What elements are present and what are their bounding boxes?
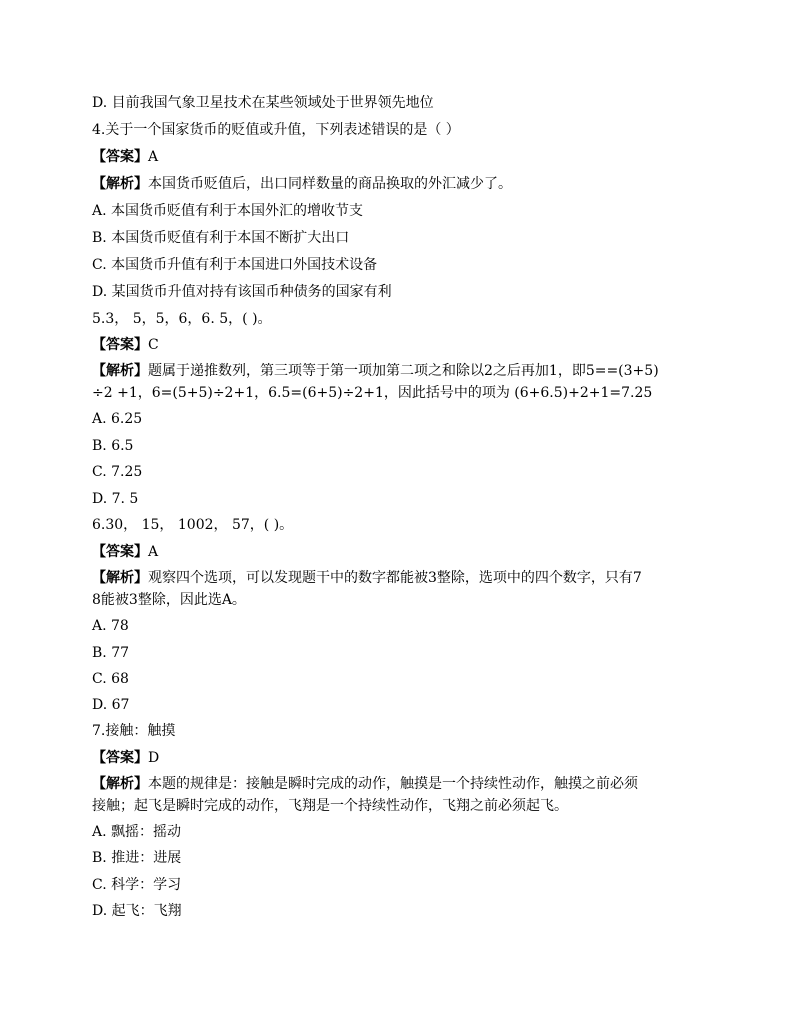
- q6-explanation: [92, 569, 642, 587]
- answer-value: A: [148, 149, 159, 165]
- q7-option-a: A. 飘摇：摇动: [92, 824, 182, 840]
- q4-explanation: [92, 175, 512, 193]
- answer-value: D: [148, 750, 160, 766]
- q6-option-a: A. 78: [92, 618, 129, 634]
- q4-option-b: B. 本国货币贬值有利于本国不断扩大出口: [92, 230, 350, 246]
- q5-explanation: [92, 362, 659, 380]
- q7-explanation: [92, 775, 638, 793]
- q6-option-d: D. 67: [92, 697, 130, 713]
- q7-option-b: B. 推进：进展: [92, 850, 182, 866]
- q4-option-a: A. 本国货币贬值有利于本国外汇的增收节支: [92, 203, 364, 219]
- explanation-tag: 【解析】: [92, 570, 148, 586]
- explanation-text: 题属于递推数列，第三项等于第一项加第二项之和除以2之后再加1，即5==(3+5): [148, 363, 659, 379]
- q4-answer: [92, 148, 158, 166]
- answer-tag: 【答案】: [92, 337, 148, 353]
- q7-option-d: D. 起飞：飞翔: [92, 903, 182, 919]
- q6-option-b: B. 77: [92, 645, 130, 661]
- explanation-tag: 【解析】: [92, 176, 148, 192]
- q5-explanation-cont: ÷2 +1，6=(5+5)÷2+1，6.5=(6+5)÷2+1，因此括号中的项为 (6+6.5)+2+1=7.25: [92, 385, 653, 401]
- q7-explanation-cont: 接触；起飞是瞬时完成的动作，飞翔是一个持续性动作，飞翔之前必须起飞。: [92, 798, 568, 814]
- explanation-text: 本国货币贬值后，出口同样数量的商品换取的外汇减少了。: [148, 176, 512, 192]
- q7-question: 7.接触：触摸: [92, 723, 176, 739]
- q6-answer: [92, 543, 158, 561]
- q5-option-d: D. 7. 5: [92, 491, 139, 507]
- answer-value: C: [148, 337, 159, 353]
- q6-option-c: C. 68: [92, 671, 129, 687]
- q7-option-c: C. 科学：学习: [92, 877, 182, 893]
- answer-tag: 【答案】: [92, 544, 148, 560]
- q5-option-c: C. 7.25: [92, 464, 143, 480]
- q5-option-a: A. 6.25: [92, 411, 143, 427]
- q5-option-b: B. 6.5: [92, 438, 134, 454]
- q6-question: 6.30， 15， 1002， 57，( )。: [92, 517, 294, 533]
- q6-explanation-cont: 8能被3整除，因此选A。: [92, 592, 246, 608]
- q7-answer: [92, 749, 159, 767]
- explanation-tag: 【解析】: [92, 363, 148, 379]
- q4-option-d: D. 某国货币升值对持有该国币种债务的国家有利: [92, 284, 392, 300]
- q5-question: 5.3， 5，5，6，6. 5，( )。: [92, 311, 272, 327]
- answer-tag: 【答案】: [92, 149, 148, 165]
- answer-tag: 【答案】: [92, 750, 148, 766]
- q5-answer: [92, 336, 159, 354]
- explanation-text: 观察四个选项，可以发现题干中的数字都能被3整除，选项中的四个数字，只有7: [148, 570, 642, 586]
- answer-value: A: [148, 544, 159, 560]
- q4-question: 4.关于一个国家货币的贬值或升值，下列表述错误的是（ ）: [92, 122, 460, 138]
- q3-option-d: D. 目前我国气象卫星技术在某些领域处于世界领先地位: [92, 95, 434, 111]
- explanation-text: 本题的规律是：接触是瞬时完成的动作，触摸是一个持续性动作，触摸之前必须: [148, 776, 638, 792]
- explanation-tag: 【解析】: [92, 776, 148, 792]
- q4-option-c: C. 本国货币升值有利于本国进口外国技术设备: [92, 257, 378, 273]
